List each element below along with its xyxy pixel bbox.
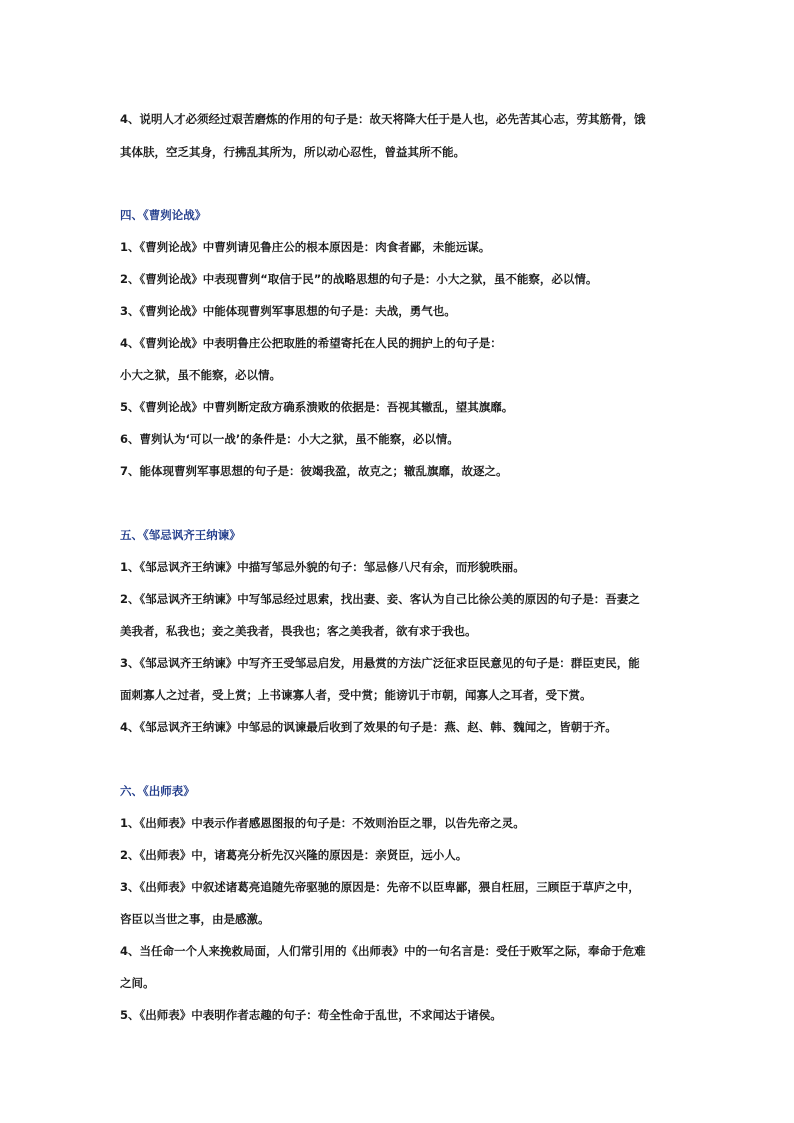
answer: 其体肤，空乏其身，行拂乱其所为，所以动心忍性，曾益其所不能。 [120, 145, 465, 159]
answer: 苟全性命于乱世，不求闻达于诸侯。 [317, 1008, 502, 1022]
answer: 故天将降大任于是人也，必先苦其心志，劳其筋骨，饿 [369, 112, 646, 126]
text-line: 4、《曹刿论战》中表明鲁庄公把取胜的希望寄托在人民的拥护上的句子是： [120, 336, 502, 350]
answer: 受任于败军之际，奉命于危难 [496, 944, 646, 958]
text-line: 5、《出师表》中表明作者志趣的句子：苟全性命于乱世，不求闻达于诸侯。 [120, 1008, 502, 1022]
answer: 小大之狱，虽不能察，必以情。 [120, 368, 281, 382]
answer: 邹忌修八尺有余，而形貌昳丽。 [363, 560, 525, 574]
text-line: 3、《出师表》中叙述诸葛亮追随先帝驱驰的原因是：先帝不以臣卑鄙，猥自枉屈，三顾臣于草庐之中， [120, 880, 640, 894]
text-line: 1、《出师表》中表示作者感恩图报的句子是：不效则治臣之罪，以告先帝之灵。 [120, 816, 525, 830]
text-line [120, 912, 676, 926]
section-heading: 四、《曹刿论战》 [120, 208, 207, 222]
answer: 咨臣以当世之事，由是感激。 [120, 912, 270, 926]
answer: 彼竭我盈，故克之；辙乱旗靡，故逐之。 [300, 464, 508, 478]
answer: 亲贤臣，远小人。 [375, 848, 468, 862]
answer: 小大之狱，虽不能察，必以情。 [297, 432, 459, 446]
answer: 之间。 [120, 976, 155, 990]
answer: 燕、赵、韩、魏闻之，皆朝于齐。 [444, 720, 617, 734]
text-line: 4、说明人才必须经过艰苦磨炼的作用的句子是：故天将降大任于是人也，必先苦其心志，劳其筋骨，饿 [120, 112, 646, 126]
text-line: 7、能体现曹刿军事思想的句子是：彼竭我盈，故克之；辙乱旗靡，故逐之。 [120, 464, 508, 478]
text-line [120, 368, 676, 382]
text-line [120, 145, 676, 159]
answer: 肉食者鄙，未能远谋。 [375, 240, 491, 254]
text-line: 4、当任命一个人来挽救局面，人们常引用的《出师表》中的一句名言是：受任于败军之际，奉命于危难 [120, 944, 646, 958]
text-line: 面刺寡人之过者，受上赏；上书谏寡人者，受中赏；能谤讥于市朝，闻寡人之耳者，受下赏。 [120, 688, 592, 702]
answer: 小大之狱，虽不能察，必以情。 [436, 272, 598, 286]
answer: 先帝不以臣卑鄙，猥自枉屈，三顾臣于草庐之中， [386, 880, 640, 894]
text-line: 2、《邹忌讽齐王纳谏》中写邹忌经过思索，找出妻、妾、客认为自己比徐公美的原因的句子是：吾妻之 [120, 592, 640, 606]
answer: 吾视其辙乱，望其旗靡。 [386, 400, 514, 414]
answer: 夫战，勇气也。 [375, 304, 456, 318]
text-line: 2、《曹刿论战》中表现曹刿“取信于民”的战略思想的句子是：小大之狱，虽不能察，必以情。 [120, 272, 598, 286]
text-line: 1、《曹刿论战》中曹刿请见鲁庄公的根本原因是：肉食者鄙，未能远谋。 [120, 240, 491, 254]
answer: 美我者，私我也；妾之美我者，畏我也；客之美我者，欲有求于我也。 [120, 624, 477, 638]
answer: 吾妻之 [605, 592, 640, 606]
text-line: 6、曹刿认为‘可以一战’的条件是：小大之狱，虽不能察，必以情。 [120, 432, 459, 446]
text-line: 3、《邹忌讽齐王纳谏》中写齐王受邹忌启发，用悬赏的方法广泛征求臣民意见的句子是：群臣吏民，能 [120, 656, 640, 670]
text-line: 5、《曹刿论战》中曹刿断定敌方确系溃败的依据是：吾视其辙乱，望其旗靡。 [120, 400, 514, 414]
text-line: 3、《曹刿论战》中能体现曹刿军事思想的句子是：夫战，勇气也。 [120, 304, 456, 318]
text-line [120, 976, 676, 990]
answer: 不效则治臣之罪，以告先帝之灵。 [352, 816, 525, 830]
section-heading: 五、《邹忌讽齐王纳谏》 [120, 528, 241, 542]
text-line: 1、《邹忌讽齐王纳谏》中描写邹忌外貌的句子：邹忌修八尺有余，而形貌昳丽。 [120, 560, 525, 574]
section-heading: 六、《出师表》 [120, 784, 195, 798]
text-line [120, 624, 676, 638]
text-line: 4、《邹忌讽齐王纳谏》中邹忌的讽谏最后收到了效果的句子是：燕、赵、韩、魏闻之，皆朝于齐。 [120, 720, 617, 734]
text-line: 2、《出师表》中，诸葛亮分析先汉兴隆的原因是：亲贤臣，远小人。 [120, 848, 468, 862]
